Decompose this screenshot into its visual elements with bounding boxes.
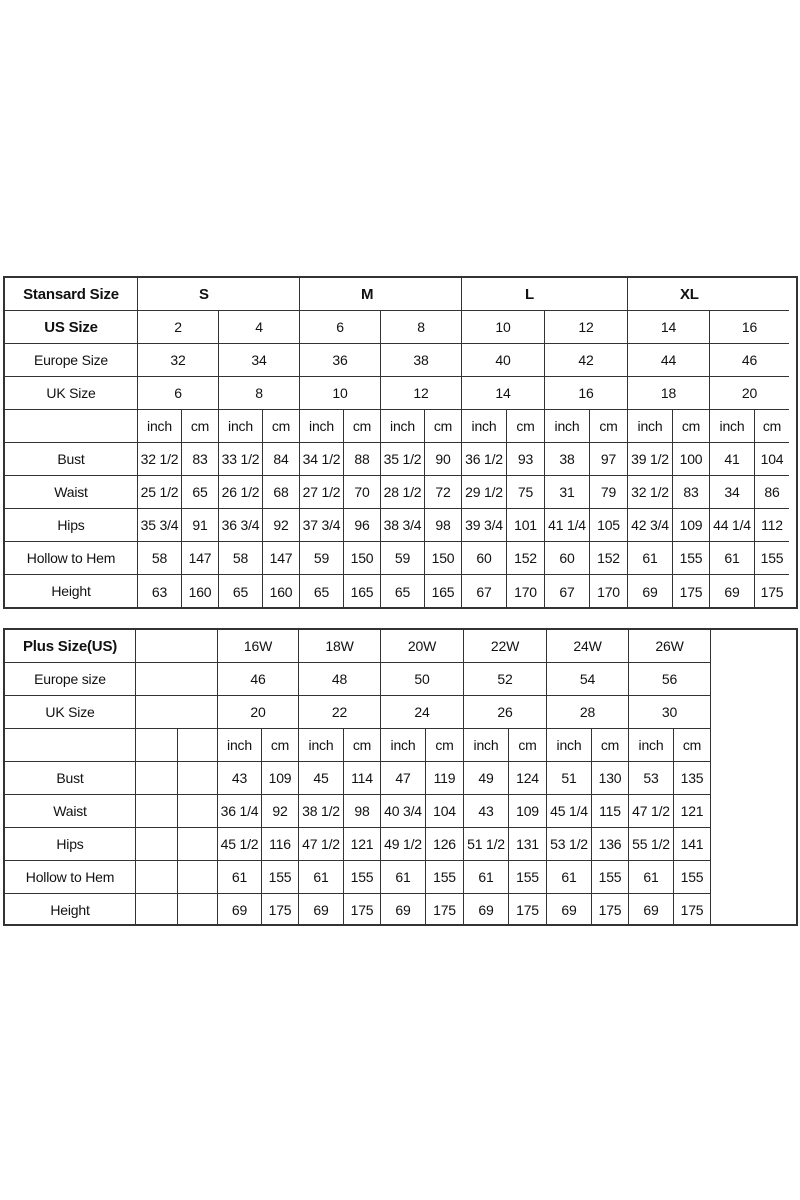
measurement-value: 63 bbox=[138, 575, 182, 608]
measurement-value: 175 bbox=[262, 894, 299, 925]
measurement-value: 45 bbox=[299, 762, 344, 795]
europe-size-label: Europe Size bbox=[5, 344, 138, 377]
plus-us-size: 26W bbox=[629, 630, 711, 663]
measurement-value: 37 3/4 bbox=[300, 509, 344, 542]
measurement-value: 41 1/4 bbox=[545, 509, 590, 542]
standard-size-header: Stansard Size bbox=[5, 278, 138, 311]
measurement-value: 44 1/4 bbox=[710, 509, 755, 542]
measurement-value: 59 bbox=[381, 542, 425, 575]
blank-cell bbox=[178, 762, 218, 795]
measurement-value: 97 bbox=[590, 443, 628, 476]
measurement-value: 68 bbox=[263, 476, 300, 509]
measurement-value: 150 bbox=[425, 542, 462, 575]
measurement-value: 35 3/4 bbox=[138, 509, 182, 542]
uk-size-value: 8 bbox=[219, 377, 300, 410]
measurement-value: 32 1/2 bbox=[138, 443, 182, 476]
measurement-value: 70 bbox=[344, 476, 381, 509]
unit-cm: cm bbox=[590, 410, 628, 443]
measurement-value: 47 bbox=[381, 762, 426, 795]
measurement-value: 155 bbox=[344, 861, 381, 894]
standard-size-chart bbox=[3, 276, 798, 609]
blank-cell bbox=[178, 795, 218, 828]
unit-inch: inch bbox=[545, 410, 590, 443]
us-size-value: 8 bbox=[381, 311, 462, 344]
measurement-value: 69 bbox=[299, 894, 344, 925]
blank-cell bbox=[178, 894, 218, 925]
measurement-value: 121 bbox=[344, 828, 381, 861]
measurement-value: 175 bbox=[426, 894, 464, 925]
plus-uk-size-value: 26 bbox=[464, 696, 547, 729]
europe-size-value: 40 bbox=[462, 344, 545, 377]
measurement-value: 165 bbox=[425, 575, 462, 608]
measurement-value: 175 bbox=[674, 894, 711, 925]
plus-size-header: Plus Size(US) bbox=[5, 630, 136, 663]
unit-inch: inch bbox=[629, 729, 674, 762]
measurement-value: 84 bbox=[263, 443, 300, 476]
uk-size-value: 6 bbox=[138, 377, 219, 410]
measurement-value: 51 bbox=[547, 762, 592, 795]
blank-cell bbox=[178, 861, 218, 894]
plus-europe-size-value: 50 bbox=[381, 663, 464, 696]
plus-europe-size-value: 52 bbox=[464, 663, 547, 696]
europe-size-value: 46 bbox=[710, 344, 789, 377]
measurement-label: Hips bbox=[5, 509, 138, 542]
measurement-value: 61 bbox=[464, 861, 509, 894]
measurement-label: Bust bbox=[5, 443, 138, 476]
measurement-value: 98 bbox=[344, 795, 381, 828]
measurement-value: 32 1/2 bbox=[628, 476, 673, 509]
measurement-value: 36 1/2 bbox=[462, 443, 507, 476]
measurement-label: Bust bbox=[5, 762, 136, 795]
measurement-value: 45 1/4 bbox=[547, 795, 592, 828]
measurement-value: 116 bbox=[262, 828, 299, 861]
measurement-value: 124 bbox=[509, 762, 547, 795]
us-size-value: 14 bbox=[628, 311, 710, 344]
measurement-value: 69 bbox=[710, 575, 755, 608]
blank-cell bbox=[136, 828, 178, 861]
unit-cm: cm bbox=[755, 410, 789, 443]
measurement-value: 58 bbox=[138, 542, 182, 575]
unit-inch: inch bbox=[710, 410, 755, 443]
measurement-value: 88 bbox=[344, 443, 381, 476]
measurement-value: 155 bbox=[592, 861, 629, 894]
unit-inch: inch bbox=[300, 410, 344, 443]
measurement-value: 69 bbox=[628, 575, 673, 608]
measurement-value: 34 1/2 bbox=[300, 443, 344, 476]
measurement-value: 121 bbox=[674, 795, 711, 828]
measurement-value: 33 1/2 bbox=[219, 443, 263, 476]
plus-us-size: 20W bbox=[381, 630, 464, 663]
measurement-value: 61 bbox=[547, 861, 592, 894]
uk-size-value: 20 bbox=[710, 377, 789, 410]
measurement-value: 58 bbox=[219, 542, 263, 575]
unit-inch: inch bbox=[462, 410, 507, 443]
measurement-value: 39 1/2 bbox=[628, 443, 673, 476]
us-size-value: 12 bbox=[545, 311, 628, 344]
blank-cell bbox=[136, 894, 178, 925]
measurement-value: 36 1/4 bbox=[218, 795, 262, 828]
measurement-value: 175 bbox=[344, 894, 381, 925]
measurement-value: 65 bbox=[219, 575, 263, 608]
uk-size-value: 14 bbox=[462, 377, 545, 410]
measurement-value: 61 bbox=[299, 861, 344, 894]
unit-cm: cm bbox=[673, 410, 710, 443]
blank-cell bbox=[136, 795, 178, 828]
plus-us-size: 24W bbox=[547, 630, 629, 663]
measurement-value: 40 3/4 bbox=[381, 795, 426, 828]
unit-inch: inch bbox=[547, 729, 592, 762]
measurement-value: 104 bbox=[426, 795, 464, 828]
unit-cm: cm bbox=[509, 729, 547, 762]
plus-europe-size-value: 46 bbox=[218, 663, 299, 696]
measurement-value: 34 bbox=[710, 476, 755, 509]
blank-cell bbox=[136, 861, 178, 894]
measurement-value: 105 bbox=[590, 509, 628, 542]
measurement-value: 92 bbox=[262, 795, 299, 828]
measurement-value: 109 bbox=[262, 762, 299, 795]
measurement-value: 31 bbox=[545, 476, 590, 509]
blank-cell bbox=[136, 729, 178, 762]
measurement-value: 41 bbox=[710, 443, 755, 476]
measurement-label: Hips bbox=[5, 828, 136, 861]
measurement-value: 100 bbox=[673, 443, 710, 476]
unit-cm: cm bbox=[507, 410, 545, 443]
measurement-value: 155 bbox=[673, 542, 710, 575]
blank-cell bbox=[136, 663, 218, 696]
measurement-value: 35 1/2 bbox=[381, 443, 425, 476]
measurement-value: 27 1/2 bbox=[300, 476, 344, 509]
measurement-value: 155 bbox=[509, 861, 547, 894]
plus-uk-size-value: 28 bbox=[547, 696, 629, 729]
measurement-value: 101 bbox=[507, 509, 545, 542]
measurement-value: 38 bbox=[545, 443, 590, 476]
measurement-label: Waist bbox=[5, 476, 138, 509]
blank-cell bbox=[136, 630, 218, 663]
measurement-value: 141 bbox=[674, 828, 711, 861]
measurement-value: 39 3/4 bbox=[462, 509, 507, 542]
measurement-value: 175 bbox=[592, 894, 629, 925]
measurement-value: 135 bbox=[674, 762, 711, 795]
size-group-label: XL bbox=[628, 278, 789, 311]
europe-size-value: 44 bbox=[628, 344, 710, 377]
blank-cell bbox=[136, 696, 218, 729]
measurement-value: 28 1/2 bbox=[381, 476, 425, 509]
measurement-label: Height bbox=[5, 575, 138, 608]
unit-cm: cm bbox=[263, 410, 300, 443]
measurement-value: 175 bbox=[673, 575, 710, 608]
measurement-value: 36 3/4 bbox=[219, 509, 263, 542]
measurement-value: 90 bbox=[425, 443, 462, 476]
unit-cm: cm bbox=[426, 729, 464, 762]
measurement-value: 136 bbox=[592, 828, 629, 861]
measurement-value: 38 3/4 bbox=[381, 509, 425, 542]
plus-uk-size-value: 30 bbox=[629, 696, 711, 729]
measurement-value: 165 bbox=[344, 575, 381, 608]
measurement-value: 155 bbox=[262, 861, 299, 894]
blank-cell bbox=[178, 729, 218, 762]
empty-area bbox=[711, 630, 796, 924]
measurement-value: 60 bbox=[545, 542, 590, 575]
measurement-value: 69 bbox=[629, 894, 674, 925]
uk-size-label: UK Size bbox=[5, 377, 138, 410]
blank-cell bbox=[136, 762, 178, 795]
measurement-value: 55 1/2 bbox=[629, 828, 674, 861]
unit-cm: cm bbox=[592, 729, 629, 762]
measurement-value: 96 bbox=[344, 509, 381, 542]
size-group-label: M bbox=[300, 278, 462, 311]
europe-size-value: 42 bbox=[545, 344, 628, 377]
measurement-value: 175 bbox=[509, 894, 547, 925]
measurement-value: 51 1/2 bbox=[464, 828, 509, 861]
europe-size-value: 34 bbox=[219, 344, 300, 377]
unit-inch: inch bbox=[464, 729, 509, 762]
plus-europe-size-label: Europe size bbox=[5, 663, 136, 696]
measurement-value: 61 bbox=[628, 542, 673, 575]
unit-inch: inch bbox=[381, 729, 426, 762]
measurement-value: 109 bbox=[509, 795, 547, 828]
measurement-value: 160 bbox=[263, 575, 300, 608]
us-size-value: 16 bbox=[710, 311, 789, 344]
measurement-value: 67 bbox=[545, 575, 590, 608]
measurement-value: 86 bbox=[755, 476, 789, 509]
measurement-value: 47 1/2 bbox=[299, 828, 344, 861]
measurement-value: 104 bbox=[755, 443, 789, 476]
unit-inch: inch bbox=[628, 410, 673, 443]
measurement-value: 114 bbox=[344, 762, 381, 795]
measurement-value: 47 1/2 bbox=[629, 795, 674, 828]
measurement-value: 152 bbox=[590, 542, 628, 575]
measurement-value: 160 bbox=[182, 575, 219, 608]
measurement-value: 43 bbox=[218, 762, 262, 795]
size-group-label: S bbox=[138, 278, 300, 311]
measurement-value: 112 bbox=[755, 509, 789, 542]
us-size-value: 2 bbox=[138, 311, 219, 344]
measurement-value: 69 bbox=[464, 894, 509, 925]
measurement-value: 69 bbox=[547, 894, 592, 925]
unit-row-label bbox=[5, 410, 138, 443]
measurement-value: 91 bbox=[182, 509, 219, 542]
unit-inch: inch bbox=[218, 729, 262, 762]
measurement-value: 65 bbox=[300, 575, 344, 608]
europe-size-value: 32 bbox=[138, 344, 219, 377]
measurement-value: 69 bbox=[218, 894, 262, 925]
plus-uk-size-label: UK Size bbox=[5, 696, 136, 729]
unit-cm: cm bbox=[344, 729, 381, 762]
plus-europe-size-value: 54 bbox=[547, 663, 629, 696]
uk-size-value: 12 bbox=[381, 377, 462, 410]
unit-cm: cm bbox=[182, 410, 219, 443]
plus-europe-size-value: 48 bbox=[299, 663, 381, 696]
us-size-label: US Size bbox=[5, 311, 138, 344]
measurement-value: 147 bbox=[182, 542, 219, 575]
measurement-value: 155 bbox=[426, 861, 464, 894]
us-size-value: 4 bbox=[219, 311, 300, 344]
measurement-value: 119 bbox=[426, 762, 464, 795]
measurement-value: 65 bbox=[182, 476, 219, 509]
measurement-value: 150 bbox=[344, 542, 381, 575]
measurement-value: 109 bbox=[673, 509, 710, 542]
measurement-value: 60 bbox=[462, 542, 507, 575]
unit-inch: inch bbox=[381, 410, 425, 443]
measurement-label: Hollow to Hem bbox=[5, 542, 138, 575]
measurement-value: 26 1/2 bbox=[219, 476, 263, 509]
measurement-value: 98 bbox=[425, 509, 462, 542]
unit-inch: inch bbox=[138, 410, 182, 443]
measurement-value: 69 bbox=[381, 894, 426, 925]
measurement-label: Height bbox=[5, 894, 136, 925]
measurement-value: 42 3/4 bbox=[628, 509, 673, 542]
measurement-value: 61 bbox=[381, 861, 426, 894]
plus-europe-size-value: 56 bbox=[629, 663, 711, 696]
unit-cm: cm bbox=[425, 410, 462, 443]
measurement-value: 29 1/2 bbox=[462, 476, 507, 509]
measurement-value: 38 1/2 bbox=[299, 795, 344, 828]
measurement-value: 53 bbox=[629, 762, 674, 795]
measurement-value: 175 bbox=[760, 583, 784, 600]
measurement-value: 49 1/2 bbox=[381, 828, 426, 861]
measurement-value: 170 bbox=[590, 575, 628, 608]
unit-row-label bbox=[5, 729, 136, 762]
plus-uk-size-value: 20 bbox=[218, 696, 299, 729]
plus-us-size: 16W bbox=[218, 630, 299, 663]
measurement-value: 53 1/2 bbox=[547, 828, 592, 861]
measurement-value: 147 bbox=[263, 542, 300, 575]
measurement-value: 126 bbox=[426, 828, 464, 861]
measurement-value: 72 bbox=[425, 476, 462, 509]
measurement-value: 61 bbox=[710, 542, 755, 575]
uk-size-value: 18 bbox=[628, 377, 710, 410]
measurement-value: 49 bbox=[464, 762, 509, 795]
unit-cm: cm bbox=[344, 410, 381, 443]
measurement-label: Hollow to Hem bbox=[5, 861, 136, 894]
measurement-value: 43 bbox=[464, 795, 509, 828]
us-size-value: 10 bbox=[462, 311, 545, 344]
plus-uk-size-value: 22 bbox=[299, 696, 381, 729]
plus-size-chart bbox=[3, 628, 798, 926]
blank-cell bbox=[178, 828, 218, 861]
plus-us-size: 22W bbox=[464, 630, 547, 663]
unit-inch: inch bbox=[219, 410, 263, 443]
measurement-value: 45 1/2 bbox=[218, 828, 262, 861]
measurement-value: 61 bbox=[218, 861, 262, 894]
measurement-value: 152 bbox=[507, 542, 545, 575]
measurement-value: 155 bbox=[755, 542, 789, 575]
measurement-value: 83 bbox=[673, 476, 710, 509]
measurement-value: 130 bbox=[592, 762, 629, 795]
plus-us-size: 18W bbox=[299, 630, 381, 663]
measurement-value: 170 bbox=[507, 575, 545, 608]
measurement-value: 59 bbox=[300, 542, 344, 575]
unit-inch: inch bbox=[299, 729, 344, 762]
europe-size-value: 36 bbox=[300, 344, 381, 377]
measurement-value: 92 bbox=[263, 509, 300, 542]
measurement-value: 65 bbox=[381, 575, 425, 608]
size-group-label: L bbox=[462, 278, 628, 311]
measurement-value: 131 bbox=[509, 828, 547, 861]
plus-uk-size-value: 24 bbox=[381, 696, 464, 729]
measurement-value: 93 bbox=[507, 443, 545, 476]
uk-size-value: 16 bbox=[545, 377, 628, 410]
uk-size-value: 10 bbox=[300, 377, 381, 410]
measurement-value: 115 bbox=[592, 795, 629, 828]
unit-cm: cm bbox=[262, 729, 299, 762]
measurement-value: 61 bbox=[629, 861, 674, 894]
measurement-value: 79 bbox=[590, 476, 628, 509]
measurement-value: 83 bbox=[182, 443, 219, 476]
europe-size-value: 38 bbox=[381, 344, 462, 377]
unit-cm: cm bbox=[674, 729, 711, 762]
measurement-value: 155 bbox=[674, 861, 711, 894]
measurement-label: Waist bbox=[5, 795, 136, 828]
us-size-value: 6 bbox=[300, 311, 381, 344]
measurement-value: 75 bbox=[507, 476, 545, 509]
measurement-value: 67 bbox=[462, 575, 507, 608]
measurement-value: 25 1/2 bbox=[138, 476, 182, 509]
